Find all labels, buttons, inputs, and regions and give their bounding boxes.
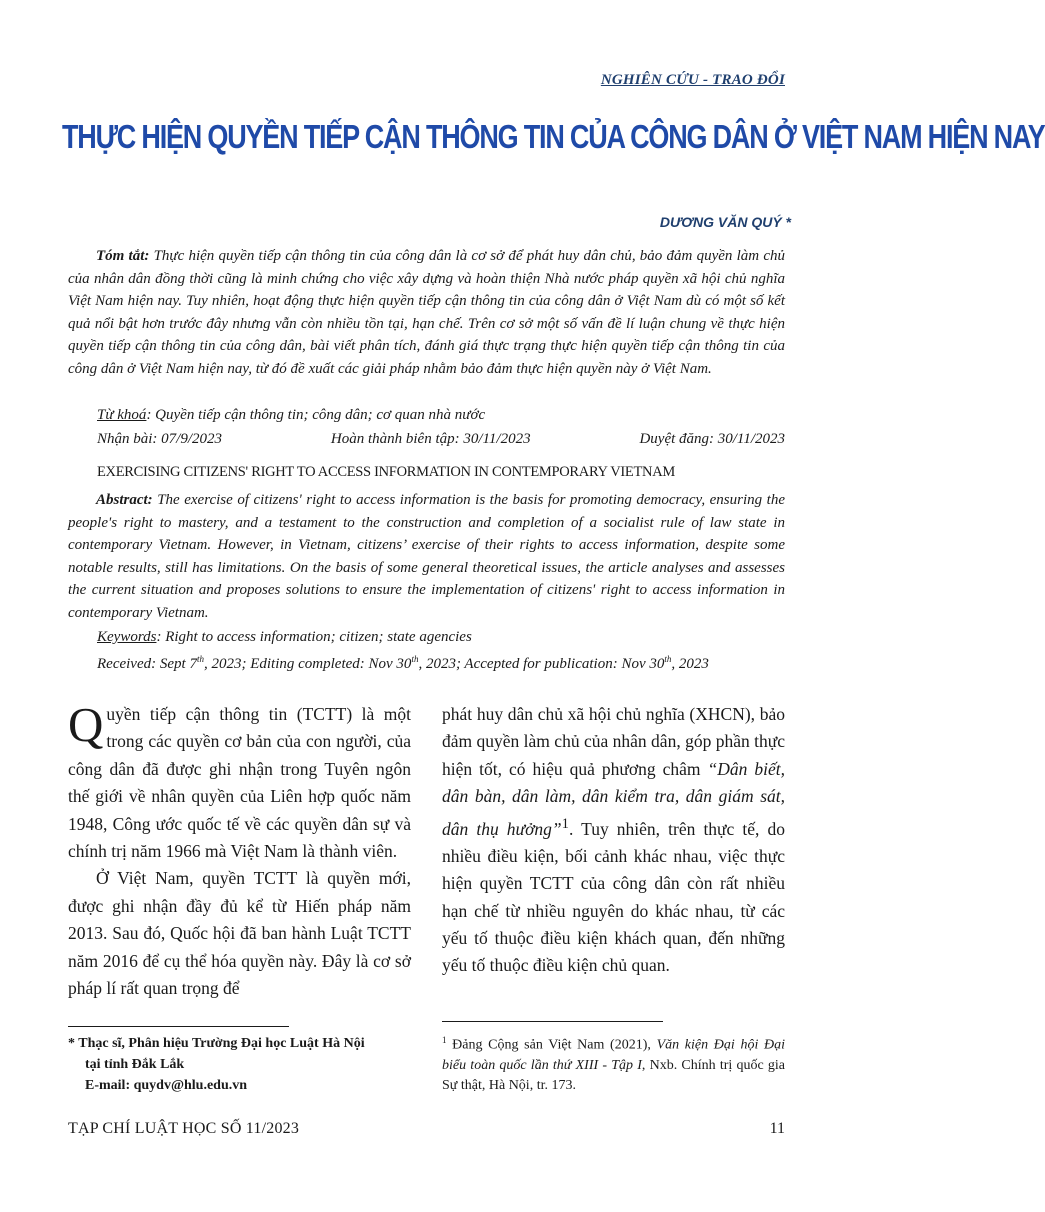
dates-vietnamese — [97, 431, 785, 448]
motto-quote: “Dân biết, dân bàn, dân làm, dân kiểm tra, dân giám sát, dân thụ hưởng” — [442, 758, 785, 839]
abstract-english — [68, 489, 785, 625]
keywords-en-label: Keywords — [97, 629, 157, 645]
keywords-vietnamese — [97, 407, 485, 424]
reference-footnote — [442, 1030, 785, 1096]
edited-en-post: , 2023; Accepted for publication: Nov 30 — [418, 656, 665, 672]
paragraph-3-text-a: phát huy dân chủ xã hội chủ nghĩa (XHCN), bảo đảm quyền làm chủ của nhân dân, góp phần thực hiện tốt, có hiệu quả phương châm — [442, 704, 785, 779]
received-date-vi: Nhận bài: 07/9/2023 — [97, 431, 223, 447]
reference-text-b: , Nxb. Chính trị quốc gia Sự thật, Hà Nội, tr. 173. — [442, 1057, 785, 1093]
author-email[interactable]: E-mail: quydv@hlu.edu.vn — [85, 1078, 248, 1093]
paragraph-3-text-b: . Tuy nhiên, trên thực tế, do nhiều điều kiện, bối cảnh khác nhau, việc thực hiện quyền TCTT của công dân còn rất nhiều hạn chế từ nhiều nguyên do khác nhau, từ các yếu tố thuộc điều kiện khách quan, đến những yếu tố thuộc điều kiện chủ quan. — [442, 818, 785, 976]
keywords-en-text: : Right to access information; citizen; state agencies — [156, 629, 472, 645]
abstract-vi-label: Tóm tắt: — [96, 248, 150, 264]
author-name: DƯƠNG VĂN QUÝ * — [659, 214, 791, 230]
body-column-left — [68, 697, 411, 1002]
page-number: 11 — [769, 1120, 785, 1137]
accepted-date-vi: Duyệt đăng: 30/11/2023 — [639, 431, 785, 447]
article-title: THỰC HIỆN QUYỀN TIẾP CẬN THÔNG TIN CỦA CÔNG DÂN Ở VIỆT NAM HIỆN NAY — [62, 118, 1045, 156]
author-affiliation-line2: tại tỉnh Đắk Lắk — [85, 1057, 185, 1072]
abstract-en-text: The exercise of citizens' right to access information is the basis for promoting democracy, ensuring the people's right to mastery, and a testament to the construction and completion of a socialist rule of law state in contemporary Vietnam. However, in Vietnam, citizens’ exercise of their rights to access information, despite some notable results, still has limitations. On the basis of some general theoretical issues, the article analyses and assesses the current situation and proposes solutions to ensure the implementation of citizens' right to access information in contemporary Vietnam. — [68, 492, 785, 621]
abstract-vietnamese — [68, 245, 785, 381]
received-en-pre: Received: Sept 7 — [97, 656, 197, 672]
received-en-sup: th — [196, 654, 204, 664]
english-title: EXERCISING CITIZENS' RIGHT TO ACCESS INFORMATION IN CONTEMPORARY VIETNAM — [97, 464, 675, 480]
reference-text-a: Đảng Cộng sản Việt Nam (2021), — [446, 1037, 657, 1053]
reference-title: Văn kiện Đại hội Đại biểu toàn quốc lần thứ XIII - Tập I — [442, 1037, 785, 1073]
dates-english — [97, 654, 785, 673]
body-column-right — [442, 701, 785, 980]
footnote-number: 1 — [442, 1035, 447, 1045]
section-label: NGHIÊN CỨU - TRAO ĐỔI — [600, 72, 785, 88]
accepted-en-post: , 2023 — [671, 656, 709, 672]
keywords-vi-label: Từ khoá — [97, 407, 147, 423]
footnote-rule-right — [442, 1021, 663, 1022]
journal-footer: TẠP CHÍ LUẬT HỌC SỐ 11/2023 — [68, 1120, 300, 1137]
abstract-en-label: Abstract: — [96, 492, 153, 508]
keywords-english — [97, 629, 472, 646]
paragraph-1-text: uyền tiếp cận thông tin (TCTT) là một trong các quyền cơ bản của con người, của công dân đã được ghi nhận trong Tuyên ngôn thế giới về nhân quyền của Liên hợp quốc năm 1948, Công ước quốc tế về các quyền dân sự và chính trị năm 1966 mà Việt Nam là thành viên. — [68, 704, 411, 862]
abstract-vi-text: Thực hiện quyền tiếp cận thông tin của công dân là cơ sở để phát huy dân chủ, bảo đảm quyền làm chủ của nhân dân đồng thời cũng là minh chứng cho việc xây dựng và hoàn thiện Nhà nước pháp quyền xã hội chủ nghĩa Việt Nam hiện nay. Tuy nhiên, hoạt động thực hiện quyền tiếp cận thông tin của công dân ở Việt Nam dù có một số kết quả nổi bật hơn trước đây nhưng vẫn còn nhiều tồn tại, hạn chế. Trên cơ sở một số vấn đề lí luận chung về thực hiện quyền tiếp cận thông tin của công dân, bài viết phân tích, đánh giá thực trạng thực hiện quyền tiếp cận thông tin của công dân ở Việt Nam hiện nay, từ đó đề xuất các giải pháp nhằm bảo đảm thực hiện quyền này ở Việt Nam. — [68, 248, 785, 377]
edited-en-sup: th — [411, 654, 419, 664]
body-paragraph-3 — [442, 701, 785, 980]
footnote-ref-1[interactable]: 1 — [561, 815, 569, 832]
accepted-en-sup: th — [664, 654, 672, 664]
footnote-rule-left — [68, 1026, 289, 1027]
body-paragraph-2: Ở Việt Nam, quyền TCTT là quyền mới, được ghi nhận đầy đủ kể từ Hiến pháp năm 2013. Sau đó, Quốc hội đã ban hành Luật TCTT năm 2016 để cụ thể hóa quyền này. Đây là cơ sở pháp lí rất quan trọng để — [68, 868, 411, 999]
author-affiliation-line1: * Thạc sĩ, Phân hiệu Trường Đại học Luật Hà Nội — [68, 1036, 365, 1051]
drop-cap: Q — [68, 697, 104, 752]
edited-date-vi: Hoàn thành biên tập: 30/11/2023 — [330, 431, 531, 447]
keywords-vi-text: : Quyền tiếp cận thông tin; công dân; cơ quan nhà nước — [146, 407, 486, 423]
body-paragraph-1 — [68, 697, 411, 865]
author-footnote — [68, 1033, 411, 1096]
received-en-post: , 2023; Editing completed: Nov 30 — [203, 656, 412, 672]
